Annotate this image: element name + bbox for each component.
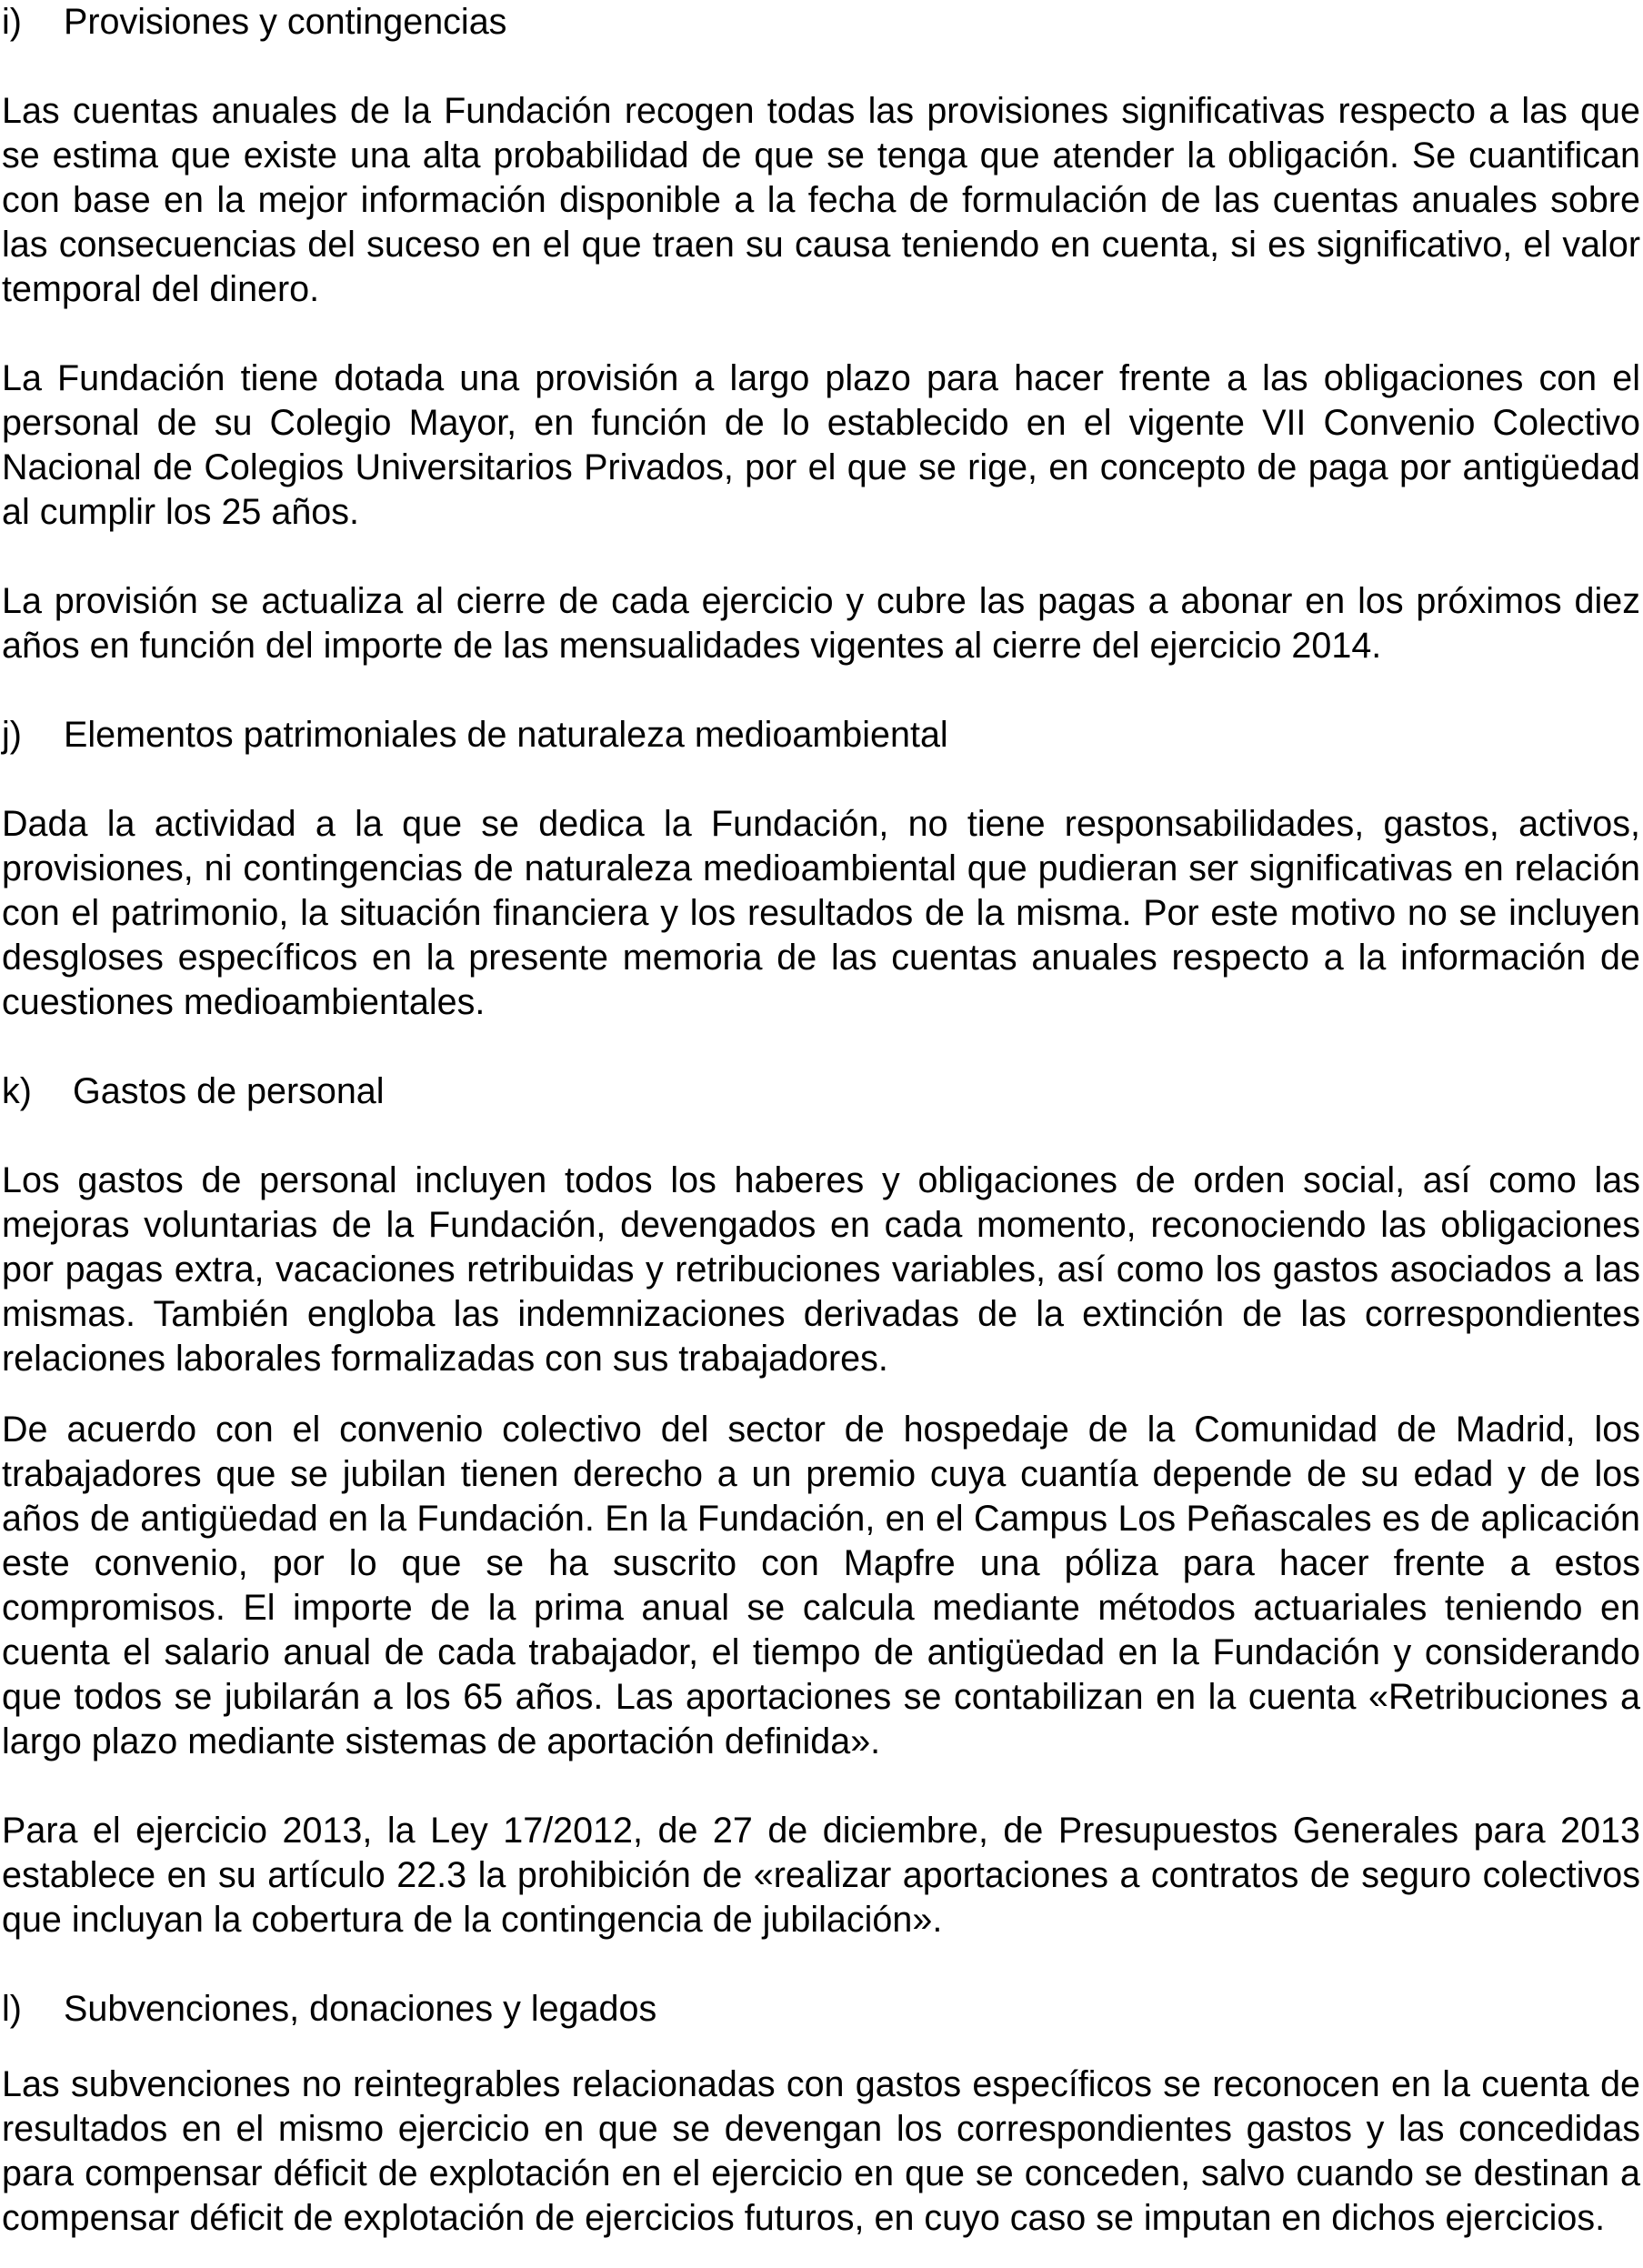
section-title: Subvenciones, donaciones y legados (64, 1989, 657, 2029)
section-title: Gastos de personal (73, 1071, 385, 1111)
document-page (2, 0, 1640, 2241)
paragraph: Las subvenciones no reintegrables relacionadas con gastos específicos se reconocen en la cuenta de resultados en el mismo ejercicio en que se devengan los correspondientes gastos y las concedidas para compensar déficit de explotación en el ejercicio en que se conceden, salvo cuando se destinan a compensar déficit de explotación de ejercicios futuros, en cuyo caso se imputan en dichos ejercicios. (2, 2064, 1640, 2238)
paragraph: De acuerdo con el convenio colectivo del sector de hospedaje de la Comunidad de Madrid, los trabajadores que se jubilan tienen derecho a un premio cuya cuantía depende de su edad y de los años de antigüedad en la Fundación. En la Fundación, en el Campus Los Peñascales es de aplicación este convenio, por lo que se ha suscrito con Mapfre una póliza para hacer frente a estos compromisos. El importe de la prima anual se calcula mediante métodos actuariales teniendo en cuenta el salario anual de cada trabajador, el tiempo de antigüedad en la Fundación y considerando que todos se jubilarán a los 65 años. Las aportaciones se contabilizan en la cuenta «Retribuciones a largo plazo mediante sistemas de aportación definida». (2, 1410, 1640, 1761)
section-letter: l) (2, 1989, 22, 2029)
paragraph: Las cuentas anuales de la Fundación recogen todas las provisiones significativas respecto a las que se estima que existe una alta probabilidad de que se tenga que atender la obligación. Se cuantifican con base en la mejor información disponible a la fecha de formulación de las cuentas anuales sobre las consecuencias del suceso en el que traen su causa teniendo en cuenta, si es significativo, el valor temporal del dinero. (2, 91, 1640, 309)
paragraph: La provisión se actualiza al cierre de cada ejercicio y cubre las pagas a abonar en los próximos diez años en función del importe de las mensualidades vigentes al cierre del ejercicio 2014. (2, 581, 1640, 666)
section-letter: j) (2, 715, 22, 755)
paragraph: Para el ejercicio 2013, la Ley 17/2012, de 27 de diciembre, de Presupuestos Generales para 2013 establece en su artículo 22.3 la prohibición de «realizar aportaciones a contratos de seguro colectivos que incluyan la cobertura de la contingencia de jubilación». (2, 1811, 1640, 1940)
section-title: Elementos patrimoniales de naturaleza medioambiental (64, 715, 948, 755)
paragraph: La Fundación tiene dotada una provisión a largo plazo para hacer frente a las obligaciones con el personal de su Colegio Mayor, en función de lo establecido en el vigente VII Convenio Colectivo Nacional de Colegios Universitarios Privados, por el que se rige, en concepto de paga por antigüedad al cumplir los 25 años. (2, 358, 1640, 532)
paragraph: Los gastos de personal incluyen todos los haberes y obligaciones de orden social, así como las mejoras voluntarias de la Fundación, devengados en cada momento, reconociendo las obligaciones por pagas extra, vacaciones retribuidas y retribuciones variables, así como los gastos asociados a las mismas. También engloba las indemnizaciones derivadas de la extinción de las correspondientes relaciones laborales formalizadas con sus trabajadores. (2, 1160, 1640, 1379)
section-heading-k (2, 1069, 1640, 1114)
section-letter: k) (2, 1071, 32, 1111)
section-heading-i (2, 0, 1640, 45)
section-letter: i) (2, 2, 22, 42)
section-title: Provisiones y contingencias (64, 2, 507, 42)
section-heading-j (2, 713, 1640, 758)
paragraph: Dada la actividad a la que se dedica la Fundación, no tiene responsabilidades, gastos, activos, provisiones, ni contingencias de naturaleza medioambiental que pudieran ser significativas en relación con el patrimonio, la situación financiera y los resultados de la misma. Por este motivo no se incluyen desgloses específicos en la presente memoria de las cuentas anuales respecto a la información de cuestiones medioambientales. (2, 804, 1640, 1022)
section-heading-l (2, 1987, 1640, 2032)
